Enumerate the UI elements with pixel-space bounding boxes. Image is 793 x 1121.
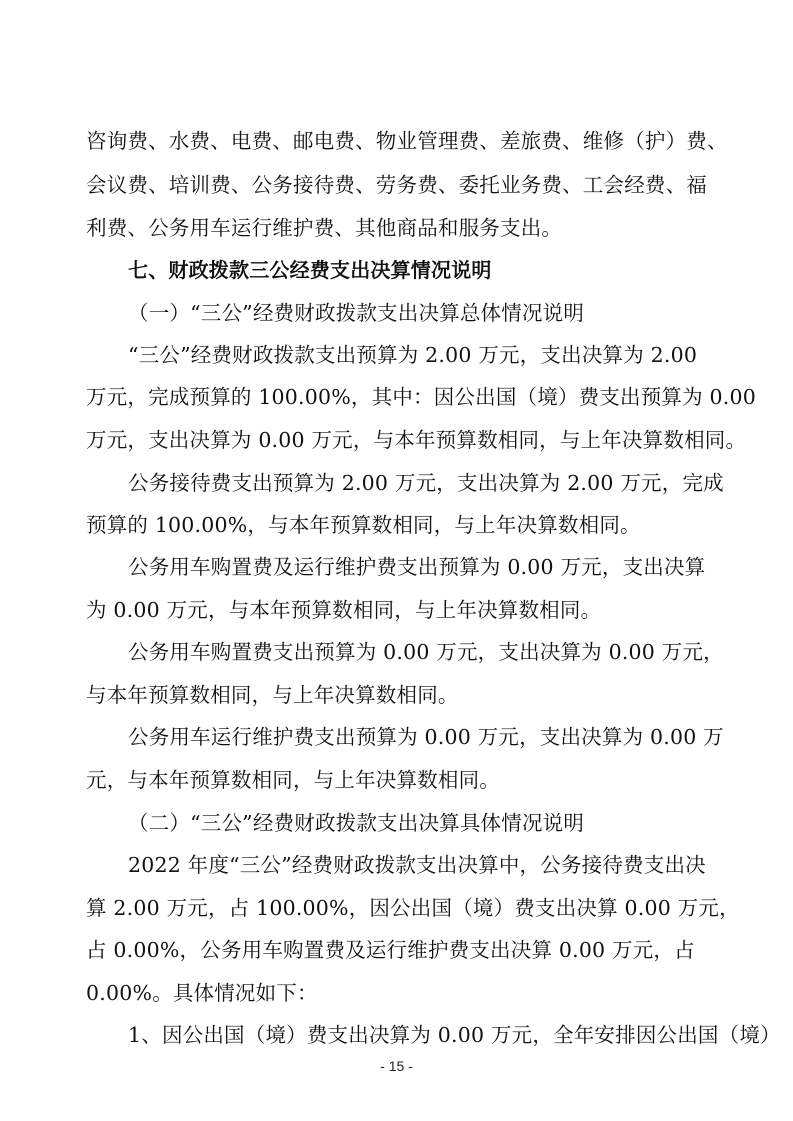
text-line-14: 与本年预算数相同，与上年决算数相同。	[86, 683, 459, 707]
text-line-9: 公务接待费支出预算为 2.00 万元，支出决算为 2.00 万元，完成	[128, 471, 724, 495]
page-number: - 15 -	[380, 1058, 413, 1074]
text-line-20: 占 0.00%，公务用车购置费及运行维护费支出决算 0.00 万元，占	[86, 938, 695, 962]
text-line-2: 会议费、培训费、公务接待费、劳务费、委托业务费、工会经费、福	[86, 173, 707, 197]
section-heading-seven: 七、财政拨款三公经费支出决算情况说明	[128, 258, 492, 282]
text-line-8: 万元，支出决算为 0.00 万元，与本年预算数相同，与上年决算数相同。	[86, 428, 747, 452]
text-line-21: 0.00%。具体情况如下：	[86, 981, 318, 1005]
text-line-6: “三公”经费财政拨款支出预算为 2.00 万元，支出决算为 2.00	[128, 343, 698, 367]
text-line-1: 咨询费、水费、电费、邮电费、物业管理费、差旅费、维修（护）费、	[86, 129, 728, 153]
text-line-3: 利费、公务用车运行维护费、其他商品和服务支出。	[86, 216, 563, 240]
subsection-heading-one: （一）“三公”经费财政拨款支出决算总体情况说明	[128, 301, 585, 325]
text-line-12: 为 0.00 万元，与本年预算数相同，与上年决算数相同。	[86, 598, 602, 622]
text-line-13: 公务用车购置费支出预算为 0.00 万元，支出决算为 0.00 万元，	[128, 640, 724, 664]
text-line-22: 1、因公出国（境）费支出决算为 0.00 万元，全年安排因公出国（境）	[128, 1023, 781, 1047]
text-line-11: 公务用车购置费及运行维护费支出预算为 0.00 万元，支出决算	[128, 555, 706, 579]
text-line-10: 预算的 100.00%，与本年预算数相同，与上年决算数相同。	[86, 513, 641, 537]
text-line-18: 2022 年度“三公”经费财政拨款支出决算中，公务接待费支出决	[128, 853, 706, 877]
text-line-7: 万元，完成预算的 100.00%，其中：因公出国（境）费支出预算为 0.00	[86, 385, 756, 409]
text-line-16: 元，与本年预算数相同，与上年决算数相同。	[86, 768, 500, 792]
text-line-19: 算 2.00 万元，占 100.00%，因公出国（境）费支出决算 0.00 万元，	[86, 896, 740, 920]
text-line-15: 公务用车运行维护费支出预算为 0.00 万元，支出决算为 0.00 万	[128, 725, 724, 749]
subsection-heading-two: （二）“三公”经费财政拨款支出决算具体情况说明	[128, 811, 585, 835]
